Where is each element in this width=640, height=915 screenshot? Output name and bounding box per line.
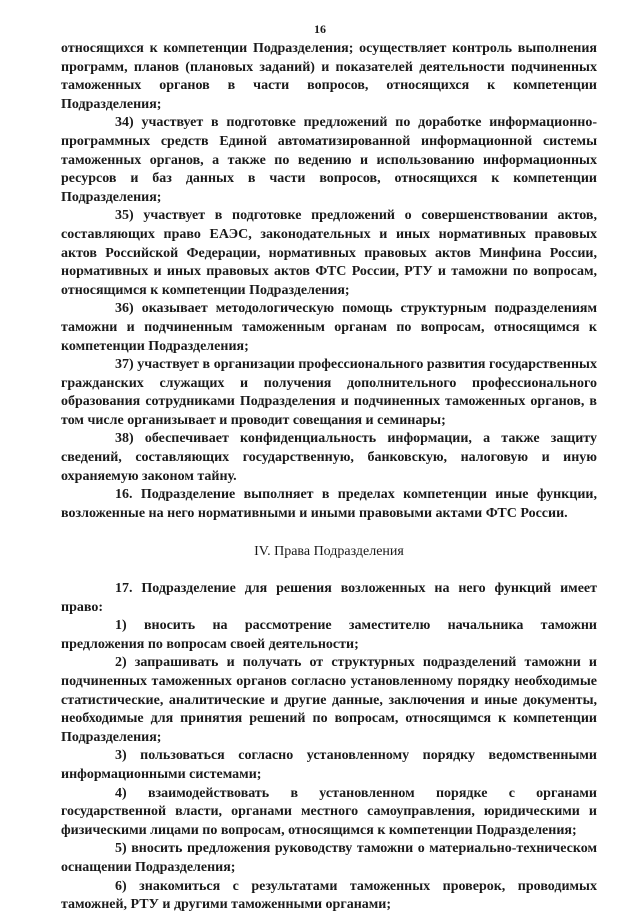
paragraph-item-38: 38) обеспечивает конфиденциальность информации, а также защиту сведений, составляющих государственную, банковскую, налоговую и иную охраняемую законом тайну. <box>61 431 597 484</box>
paragraph-item-34: 34) участвует в подготовке предложений по доработке информационно-программных средств Единой автоматизированной информационной системы таможенных органов, а также по ведению и использованию информационных ресурсов и баз данных в части вопросов, относящихся к компетенции Подразделения; <box>61 115 597 205</box>
paragraph-right-4: 4) взаимодействовать в установленном порядке с органами государственной власти, органами местного самоуправления, юридическими и физическими лицами по вопросам, относящимся к компетенции Подразделения; <box>61 785 597 838</box>
paragraph-continuation: относящихся к компетенции Подразделения; осуществляет контроль выполнения программ, планов (плановых заданий) и показателей деятельности подчиненных таможенных органов в части вопросов, относящихся к компетенции Подразделения; <box>61 41 597 112</box>
document-body <box>61 40 597 915</box>
paragraph-item-36: 36) оказывает методологическую помощь структурным подразделениям таможни и подчиненным таможенным органам по вопросам, относящимся к компетенции Подразделения; <box>61 301 597 354</box>
paragraph-right-6: 6) знакомиться с результатами таможенных проверок, проводимых таможней, РТУ и другими таможенными органами; <box>61 878 597 913</box>
paragraph-right-1: 1) вносить на рассмотрение заместителю начальника таможни предложения по вопросам своей деятельности; <box>61 618 597 652</box>
paragraph-item-35: 35) участвует в подготовке предложений о совершенствовании актов, составляющих право ЕАЭС, законодательных и иных нормативных правовых актов Российской Федерации, нормативных правовых актов Минфина России, нормативных и иных правовых актов ФТС России, РТУ и таможни по вопросам, относящимся к компетенции Подразделения; <box>61 208 597 298</box>
paragraph-clause-16: 16. Подразделение выполняет в пределах компетенции иные функции, возложенные на него нормативными и иными правовыми актами ФТС России. <box>61 487 597 521</box>
paragraph-clause-17: 17. Подразделение для решения возложенных на него функций имеет право: <box>61 581 597 615</box>
paragraph-right-3: 3) пользоваться согласно установленному порядку ведомственными информационными системами; <box>61 748 597 782</box>
paragraph-item-37: 37) участвует в организации профессионального развития государственных гражданских служащих и получения дополнительного профессионального образования сотрудниками Подразделения и подчиненных таможенных органов, в том числе организывает и проводит совещания и семинары; <box>61 357 597 428</box>
section-heading: IV. Права Подразделения <box>254 544 404 560</box>
paragraph-right-5: 5) вносить предложения руководству таможни о материально-техническом оснащении Подразделения; <box>61 841 597 875</box>
paragraph-right-2: 2) запрашивать и получать от структурных подразделений таможни и подчиненных таможенных органов согласно установленному порядку необходимые статистические, аналитические и другие данные, заключения и иные документы, необходимые для принятия решений по вопросам, относящимся к компетенции Подразделения; <box>61 655 597 745</box>
page-number: 16 <box>314 22 326 36</box>
